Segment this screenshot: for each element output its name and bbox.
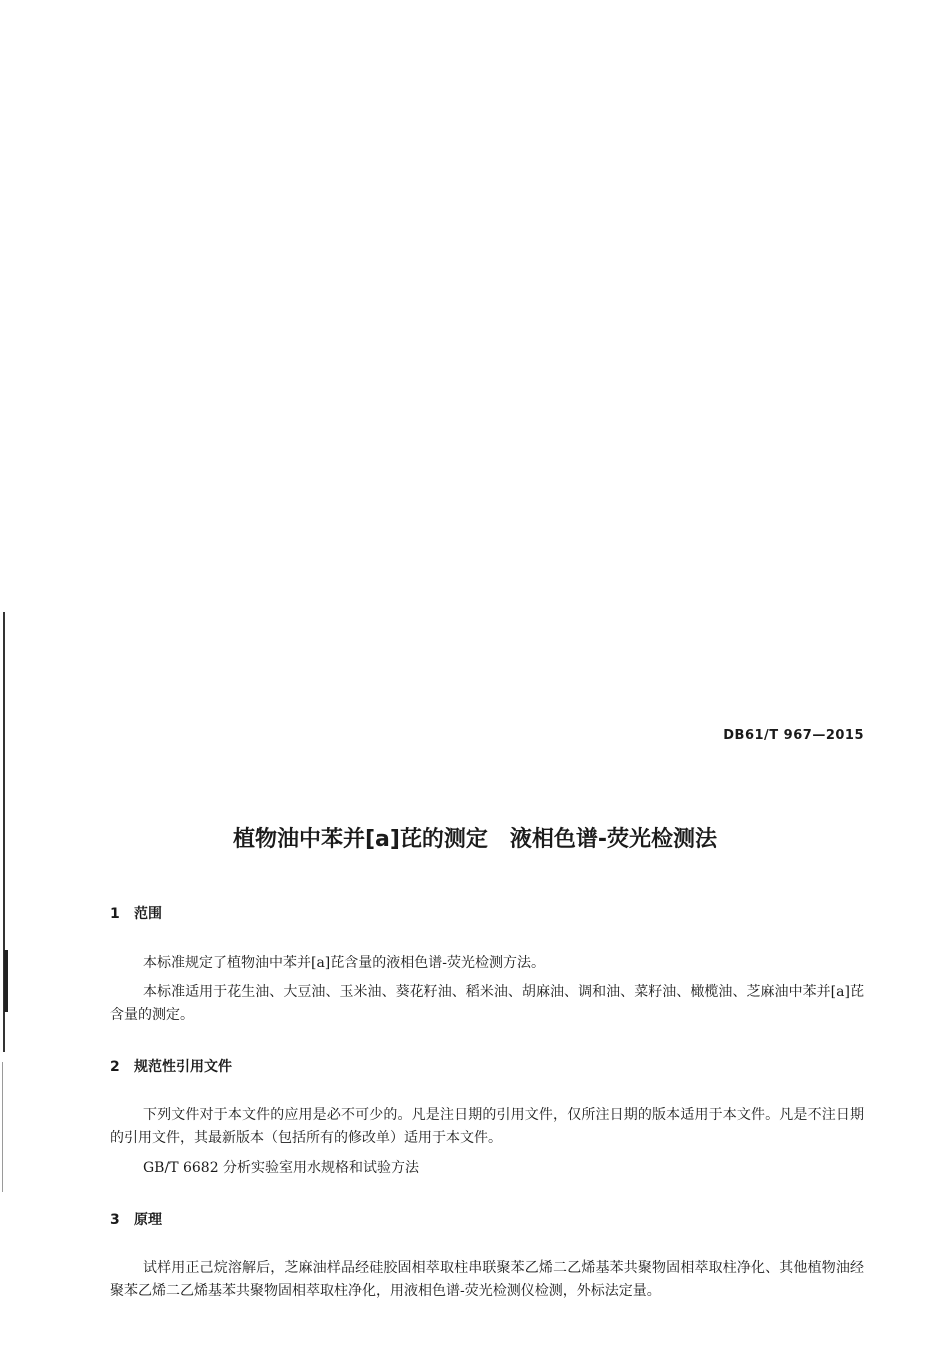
section-heading-principle <box>110 1209 162 1229</box>
section-number: 3 <box>110 1212 120 1228</box>
document-code: DB61/T 967—2015 <box>723 728 864 743</box>
section-title: 范围 <box>134 906 162 922</box>
paragraph: 下列文件对于本文件的应用是必不可少的。凡是注日期的引用文件，仅所注日期的版本适用于本文件。凡是不注日期的引用文件，其最新版本（包括所有的修改单）适用于本文件。 <box>110 1107 864 1146</box>
paragraph: 试样用正己烷溶解后，芝麻油样品经硅胶固相萃取柱串联聚苯乙烯二乙烯基苯共聚物固相萃取柱净化、其他植物油经聚苯乙烯二乙烯基苯共聚物固相萃取柱净化，用液相色谱-荧光检测仪检测，外标法定量。 <box>110 1260 864 1299</box>
scan-binding-edge-lower <box>2 1062 3 1192</box>
paragraph: 本标准适用于花生油、大豆油、玉米油、葵花籽油、稻米油、胡麻油、调和油、菜籽油、橄榄油、芝麻油中苯并[a]芘含量的测定。 <box>110 984 864 1023</box>
section-title: 规范性引用文件 <box>134 1059 232 1075</box>
section-heading-normative-references <box>110 1056 232 1076</box>
document-title: 植物油中苯并[a]芘的测定 液相色谱-荧光检测法 <box>232 827 718 852</box>
scan-binding-mark <box>4 950 8 1012</box>
section-number: 2 <box>110 1059 120 1075</box>
reference-item: GB/T 6682 分析实验室用水规格和试验方法 <box>143 1160 420 1176</box>
paragraph: 本标准规定了植物油中苯并[a]芘含量的液相色谱-荧光检测方法。 <box>143 955 545 971</box>
section-heading-scope <box>110 903 162 923</box>
section-title: 原理 <box>134 1212 162 1228</box>
section-number: 1 <box>110 906 120 922</box>
